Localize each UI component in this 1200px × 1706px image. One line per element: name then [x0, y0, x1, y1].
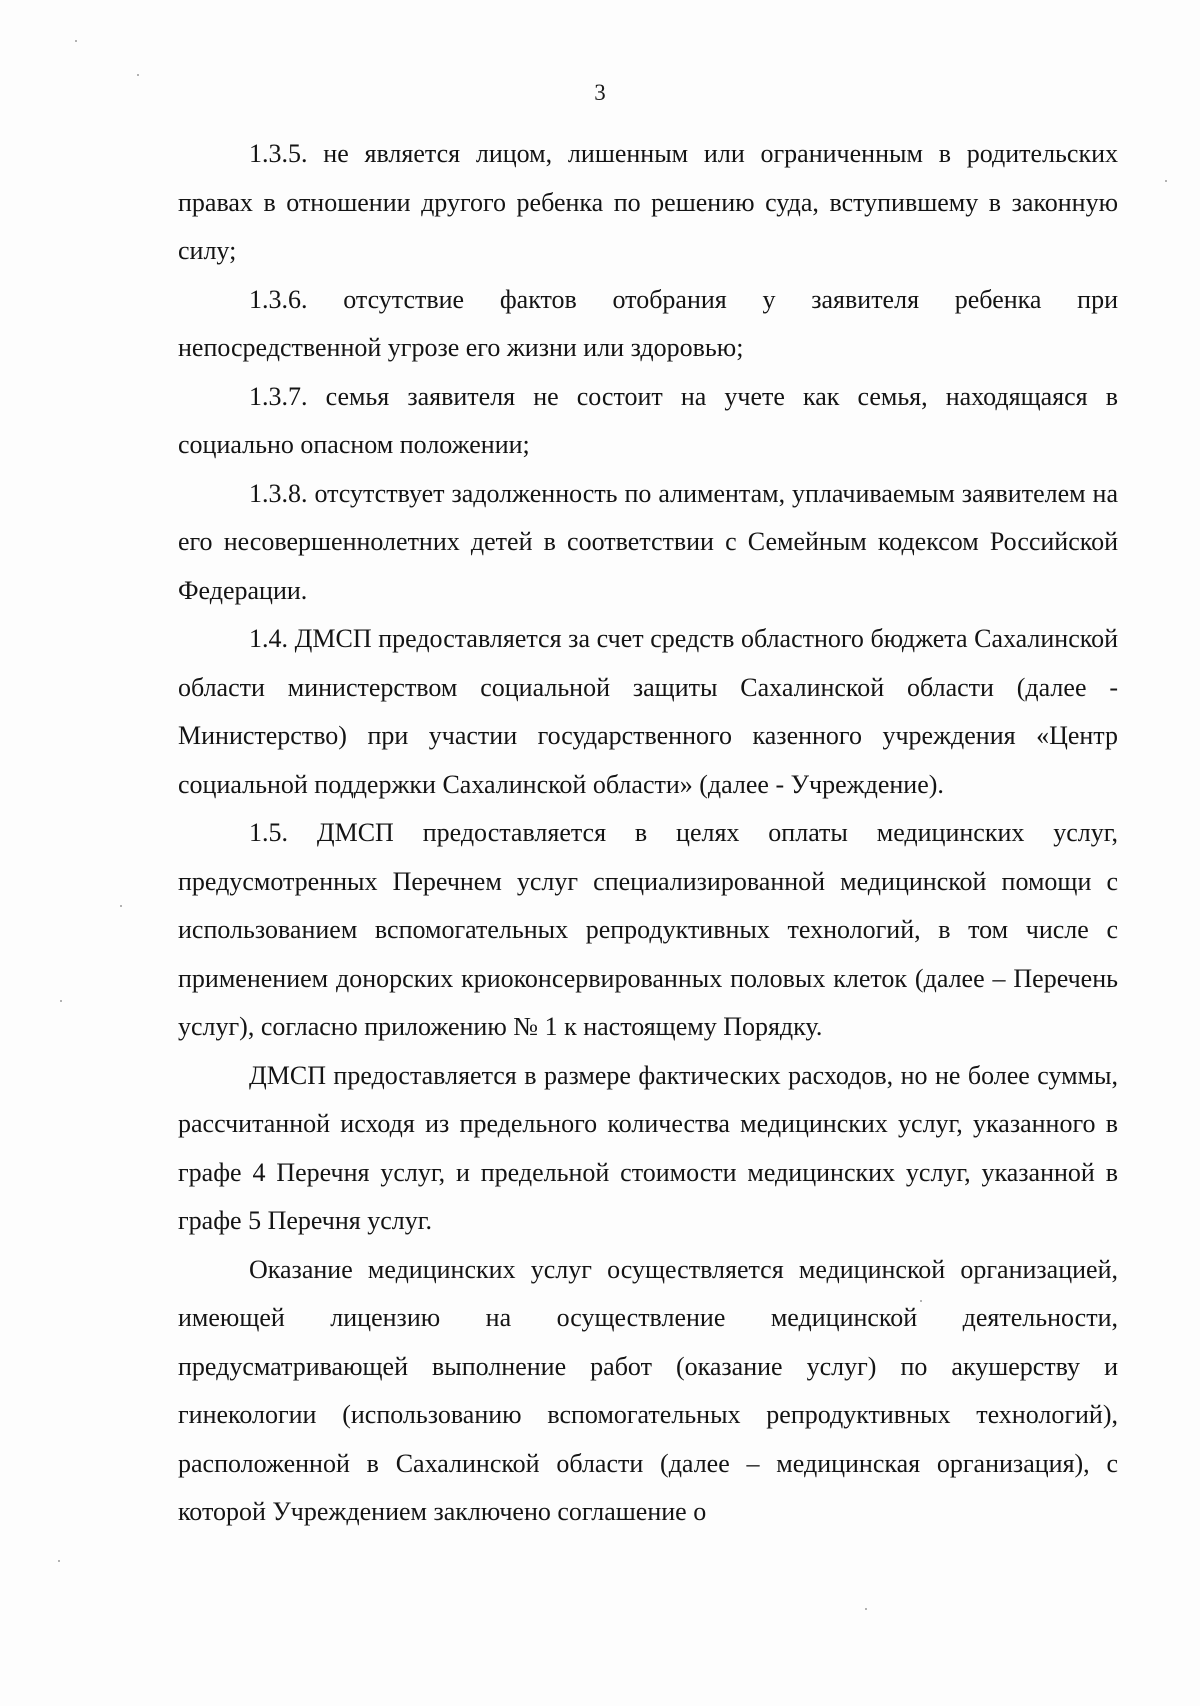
scan-speck: [1165, 180, 1167, 182]
scan-speck: [120, 905, 122, 907]
scan-speck: [865, 1608, 867, 1610]
paragraph-1-4: 1.4. ДМСП предоставляется за счет средств областного бюджета Сахалинской области министерством социальной защиты Сахалинской области (далее - Министерство) при участии государственного казенного учреждения «Центр социальной поддержки Сахалинской области» (далее - Учреждение).: [178, 624, 1118, 799]
scan-speck: [75, 40, 77, 42]
paragraph-1-3-5: 1.3.5. не является лицом, лишенным или ограниченным в родительских правах в отношении другого ребенка по решению суда, вступившему в законную силу;: [178, 139, 1118, 265]
paragraph-medical-services: Оказание медицинских услуг осуществляется медицинской организацией, имеющей лицензию на осуществление медицинской деятельности, предусматривающей выполнение работ (оказание услуг) по акушерству и гинекологии (использованию вспомогательных репродуктивных технологий), расположенной в Сахалинской области (далее – медицинская организация), с которой Учреждением заключено соглашение о: [178, 1254, 1118, 1526]
document-body: [178, 130, 1118, 1537]
paragraph-1-3-8: 1.3.8. отсутствует задолженность по алиментам, уплачиваемым заявителем на его несовершеннолетних детей в соответствии с Семейным кодексом Российской Федерации.: [178, 478, 1118, 605]
scan-speck: [920, 1300, 922, 1302]
paragraph-1-5: 1.5. ДМСП предоставляется в целях оплаты медицинских услуг, предусмотренных Перечнем услуг специализированной медицинской помощи с использованием вспомогательных репродуктивных технологий, в том числе с применением донорских криоконсервированных половых клеток (далее – Перечень услуг), согласно приложению № 1 к настоящему Порядку.: [178, 818, 1118, 1041]
paragraph-1-3-6: 1.3.6. отсутствие фактов отобрания у заявителя ребенка при непосредственной угрозе его жизни или здоровью;: [178, 284, 1118, 362]
scan-speck: [137, 74, 139, 76]
paragraph-1-3-7: 1.3.7. семья заявителя не состоит на учете как семья, находящаяся в социально опасном положении;: [178, 381, 1118, 459]
paragraph-dmsp-amount: ДМСП предоставляется в размере фактических расходов, но не более суммы, рассчитанной исходя из предельного количества медицинских услуг, указанного в графе 4 Перечня услуг, и предельной стоимости медицинских услуг, указанной в графе 5 Перечня услуг.: [178, 1060, 1118, 1235]
scan-speck: [60, 1000, 62, 1002]
page-number: 3: [594, 80, 606, 105]
scan-speck: [58, 1560, 60, 1562]
